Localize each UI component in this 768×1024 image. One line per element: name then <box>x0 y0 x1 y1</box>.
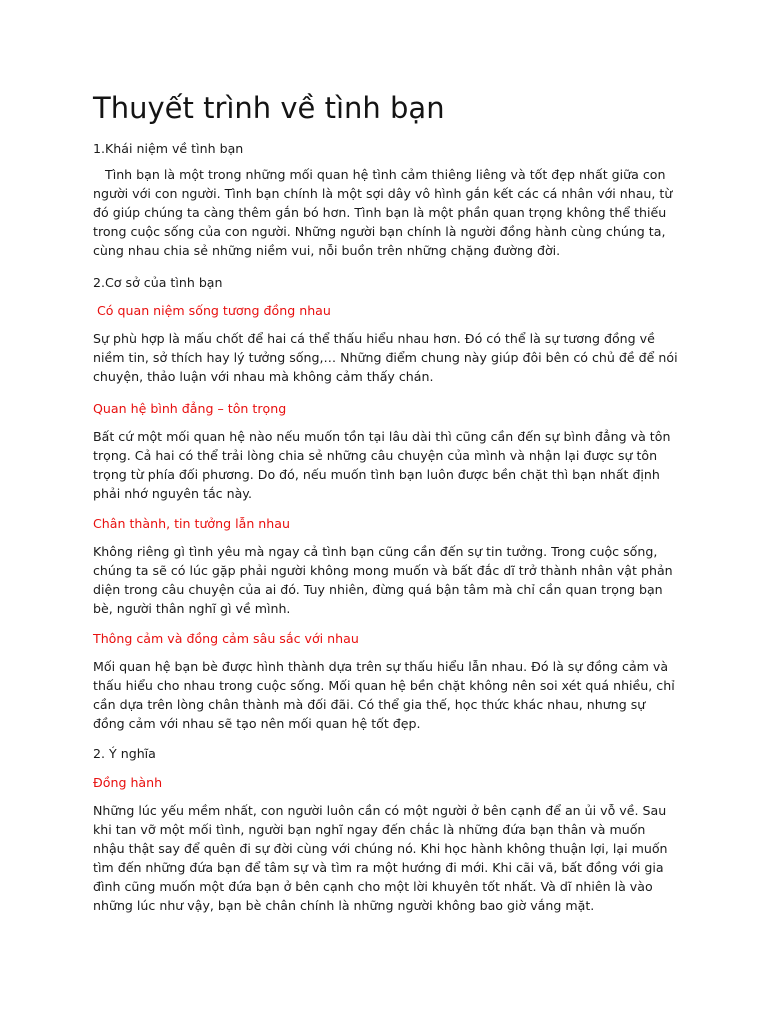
paragraph-line: chuyện, thảo luận với nhau mà không cảm thấy chán. <box>93 369 434 384</box>
paragraph-line: những lúc như vậy, bạn bè chân chính là những người không bao giờ vắng mặt. <box>93 898 595 913</box>
section-heading-y-nghia: 2. Ý nghĩa <box>93 746 156 761</box>
paragraph-line: Bất cứ một mối quan hệ nào nếu muốn tồn tại lâu dài thì cũng cần đến sự bình đẳng và tôn <box>93 429 671 444</box>
paragraph-line: chúng ta sẽ có lúc gặp phải người không mong muốn và bất đắc dĩ trở thành nhân vật phản <box>93 563 673 578</box>
paragraph-line: diện trong câu chuyện của ai đó. Tuy nhiên, đừng quá bận tâm mà chỉ cần quan trọng bạn <box>93 582 663 597</box>
paragraph-line: khi tan vỡ một mối tình, người bạn nghĩ ngay đến chắc là những đứa bạn thân và muốn <box>93 822 646 837</box>
paragraph-line: trọng từ phía đối phương. Do đó, nếu muốn tình bạn luôn được bền chặt thì bạn nhất định <box>93 467 660 482</box>
paragraph-line: người với con người. Tình bạn chính là một sợi dây vô hình gắn kết các cá nhân với nhau, từ <box>93 186 673 201</box>
paragraph-line: đồng cảm với nhau sẽ tạo nên mối quan hệ tốt đẹp. <box>93 716 421 731</box>
paragraph-line: bè, người thân nghĩ gì về mình. <box>93 601 291 616</box>
paragraph-line: Những lúc yếu mềm nhất, con người luôn cần có một người ở bên cạnh để an ủi vỗ về. Sau <box>93 803 667 818</box>
paragraph-line: niềm tin, sở thích hay lý tưởng sống,… Những điểm chung này giúp đôi bên có chủ đề để nói <box>93 350 678 365</box>
paragraph-line: Mối quan hệ bạn bè được hình thành dựa trên sự thấu hiểu lẫn nhau. Đó là sự đồng cảm và <box>93 659 669 674</box>
paragraph-line: trong cuộc sống của con người. Những người bạn chính là người đồng hành cùng chúng ta, <box>93 224 666 239</box>
subsection-title: Chân thành, tin tưởng lẫn nhau <box>93 516 290 531</box>
paragraph-line: cần dựa trên lòng chân thành mà đối đãi. Có thể gia thế, học thức khác nhau, nhưng sự <box>93 697 646 712</box>
section-heading-co-so: 2.Cơ sở của tình bạn <box>93 275 223 290</box>
subsection-title: Quan hệ bình đẳng – tôn trọng <box>93 401 287 416</box>
paragraph-line: thấu hiểu cho nhau trong cuộc sống. Mối quan hệ bền chặt không nên soi xét quá nhiều, chỉ <box>93 678 675 693</box>
paragraph-line: đình cũng muốn một đứa bạn ở bên cạnh cho một lời khuyên tốt nhất. Và dĩ nhiên là vào <box>93 879 653 894</box>
paragraph-line: cùng nhau chia sẻ những niềm vui, nỗi buồn trên những chặng đường đời. <box>93 243 561 258</box>
paragraph-line: đó giúp chúng ta càng thêm gắn bó hơn. Tình bạn là một phần quan trọng không thể thiếu <box>93 205 667 220</box>
paragraph-line: phải nhớ nguyên tắc này. <box>93 486 252 501</box>
paragraph-line: nhậu thật say để quên đi sự đời cùng với chúng nó. Khi học hành không thuận lợi, lại muốn <box>93 841 668 856</box>
paragraph-line: Tình bạn là một trong những mối quan hệ tình cảm thiêng liêng và tốt đẹp nhất giữa con <box>93 167 666 182</box>
section-heading-khai-niem: 1.Khái niệm về tình bạn <box>93 141 244 156</box>
paragraph-line: Không riêng gì tình yêu mà ngay cả tình bạn cũng cần đến sự tin tưởng. Trong cuộc sống, <box>93 544 658 559</box>
paragraph-line: trọng. Cả hai có thể trải lòng chia sẻ những câu chuyện của mình và nhận lại được sự tôn <box>93 448 658 463</box>
subsection-title: Có quan niệm sống tương đồng nhau <box>93 303 331 318</box>
paragraph-line: Sự phù hợp là mấu chốt để hai cá thể thấu hiểu nhau hơn. Đó có thể là sự tương đồng về <box>93 331 655 346</box>
page-title: Thuyết trình về tình bạn <box>93 91 445 125</box>
subsection-title: Thông cảm và đồng cảm sâu sắc với nhau <box>93 631 359 646</box>
subsection-title: Đồng hành <box>93 775 163 790</box>
paragraph-line: tìm đến những đứa bạn để tâm sự và tìm ra một hướng đi mới. Khi cãi vã, bất đồng với gia <box>93 860 664 875</box>
